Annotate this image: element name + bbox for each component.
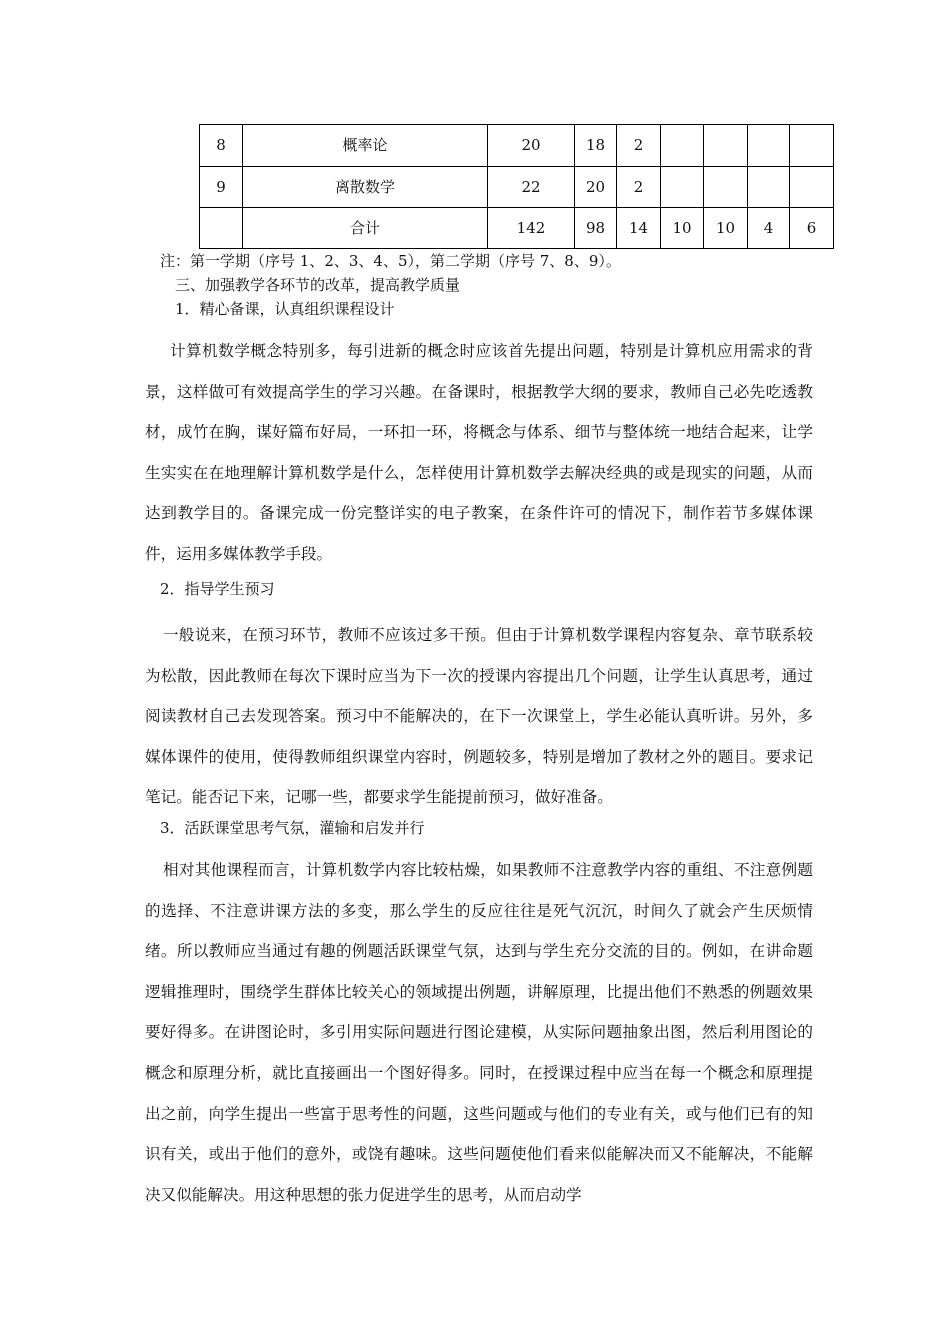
course-hours-table (199, 124, 834, 249)
table-cell: 合计 (243, 208, 488, 249)
table-cell (704, 167, 748, 208)
table-cell: 22 (488, 167, 575, 208)
section-heading: 三、加强教学各环节的改革，提高教学质量 (175, 276, 461, 294)
table-cell: 98 (575, 208, 617, 249)
paragraph-1: 计算机数学概念特别多，每引进新的概念时应该首先提出问题，特别是计算机应用需求的背景，这样做可有效提高学生的学习兴趣。在备课时，根据教学大纲的要求，教师自己必先吃透教材，成竹在胸，谋好篇布好局，一环扣一环，将概念与体系、细节与整体统一地结合起来，让学生实实在在地理解计算机数学是什么，怎样使用计算机数学去解决经典的或是现实的问题，从而达到教学目的。备课完成一份完整详实的电子教案，在条件许可的情况下，制作若节多媒体课件，运用多媒体教学手段。 (145, 342, 813, 563)
table-cell: 18 (575, 125, 617, 167)
table-cell (200, 208, 243, 249)
table-note: 注：第一学期（序号 1、2、3、4、5），第二学期（序号 7、8、9）。 (160, 252, 621, 270)
table-row (200, 167, 834, 208)
table-cell: 20 (488, 125, 575, 167)
subsection-heading-3: 3．活跃课堂思考气氛，灌输和启发并行 (160, 819, 425, 837)
table-cell (661, 167, 704, 208)
table-row-total (200, 208, 834, 249)
table-cell (748, 125, 790, 167)
table-cell: 6 (790, 208, 834, 249)
table-cell: 9 (200, 167, 243, 208)
paragraph-3: 相对其他课程而言，计算机数学内容比较枯燥，如果教师不注意教学内容的重组、不注意例题的选择、不注意讲课方法的多变，那么学生的反应往往是死气沉沉，时间久了就会产生厌烦情绪。所以教师应当通过有趣的例题活跃课堂气氛，达到与学生充分交流的目的。例如，在讲命题逻辑推理时，围绕学生群体比较关心的领域提出例题，讲解原理，比提出他们不熟悉的例题效果要好得多。在讲图论时，多引用实际问题进行图论建模，从实际问题抽象出图，然后利用图论的概念和原理分析，就比直接画出一个图好得多。同时，在授课过程中应当在每一个概念和原理提出之前，向学生提出一些富于思考性的问题，这些问题或与他们的专业有关，或与他们已有的知识有关，或出于他们的意外，或饶有趣味。这些问题使他们看来似能解决而又不能解决，不能解决又似能解决。用这种思想的张力促进学生的思考，从而启动学 (145, 861, 813, 1204)
subsection-heading-1: 1．精心备课，认真组织课程设计 (175, 300, 395, 318)
table-cell (790, 125, 834, 167)
subsection-heading-2: 2．指导学生预习 (160, 580, 275, 598)
table-cell: 14 (617, 208, 661, 249)
table-cell (661, 125, 704, 167)
table-cell: 离散数学 (243, 167, 488, 208)
table-row (200, 125, 834, 167)
table-cell (704, 125, 748, 167)
paragraph-2: 一般说来，在预习环节，教师不应该过多干预。但由于计算机数学课程内容复杂、章节联系较为松散，因此教师在每次下课时应当为下一次的授课内容提出几个问题，让学生认真思考，通过阅读教材自己去发现答案。预习中不能解决的，在下一次课堂上，学生必能认真听讲。另外，多媒体课件的使用，使得教师组织课堂内容时，例题较多，特别是增加了教材之外的题目。要求记笔记。能否记下来，记哪一些，都要求学生能提前预习，做好准备。 (145, 626, 813, 807)
table-cell: 8 (200, 125, 243, 167)
table-cell: 10 (704, 208, 748, 249)
table-cell: 10 (661, 208, 704, 249)
table-cell (748, 167, 790, 208)
table-cell: 2 (617, 125, 661, 167)
table-cell: 20 (575, 167, 617, 208)
table-cell: 142 (488, 208, 575, 249)
table-cell: 2 (617, 167, 661, 208)
table-cell: 4 (748, 208, 790, 249)
table-cell: 概率论 (243, 125, 488, 167)
table-cell (790, 167, 834, 208)
